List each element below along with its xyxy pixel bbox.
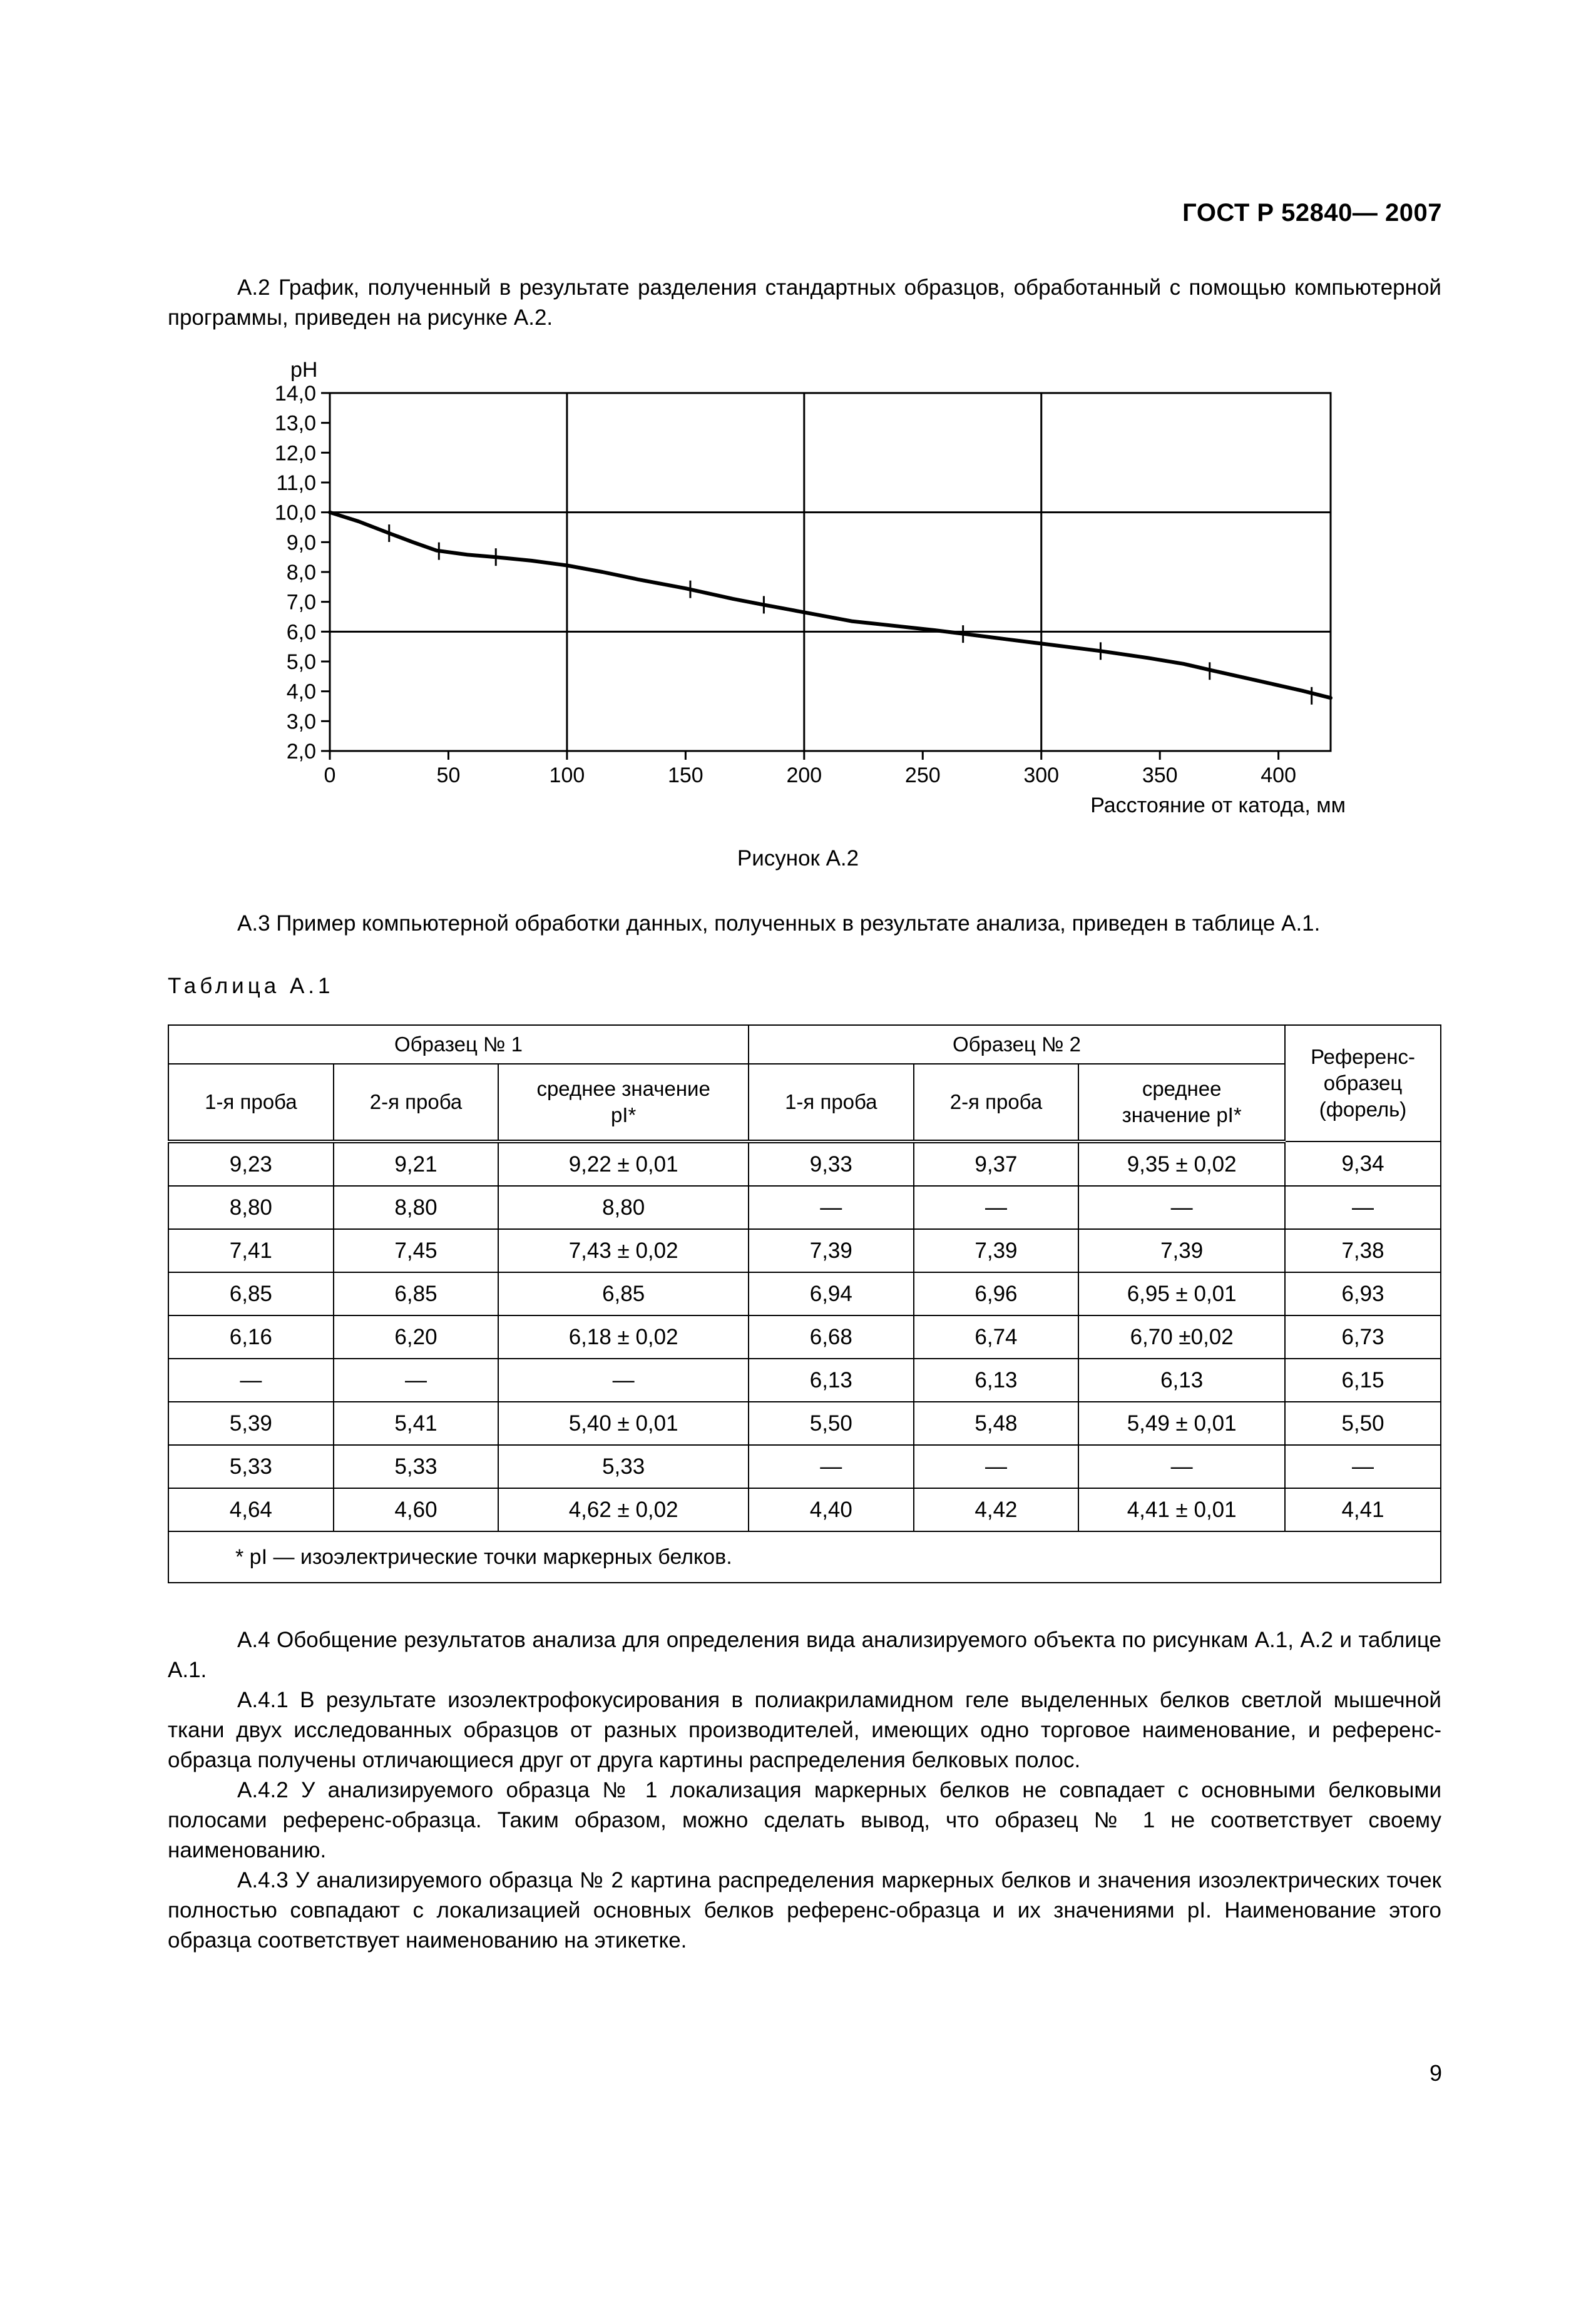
table-cell: 6,18 ± 0,02 bbox=[498, 1315, 749, 1359]
table-row bbox=[168, 1402, 1441, 1445]
x-tick-label: 200 bbox=[786, 763, 822, 787]
table-cell: 5,33 bbox=[168, 1445, 334, 1488]
table-cell: 6,13 bbox=[914, 1359, 1079, 1402]
y-tick-label: 11,0 bbox=[276, 471, 316, 495]
results-table bbox=[168, 1024, 1441, 1583]
x-tick-label: 250 bbox=[904, 763, 941, 787]
table-cell: 6,93 bbox=[1285, 1272, 1441, 1315]
table-cell: 9,23 bbox=[168, 1141, 334, 1186]
y-tick-label: 2,0 bbox=[286, 740, 316, 763]
table-cell: — bbox=[1285, 1445, 1441, 1488]
table-cell: 4,40 bbox=[749, 1488, 914, 1531]
header-s2-probe-2: 2-я проба bbox=[914, 1064, 1079, 1141]
paragraph-a4: А.4 Обобщение результатов анализа для определения вида анализируемого объекта по рисункам А.1, А.2 и таблице А.1. bbox=[168, 1628, 1441, 1682]
table-cell: 7,43 ± 0,02 bbox=[498, 1229, 749, 1272]
table-cell: 9,33 bbox=[749, 1141, 914, 1186]
table-cell: 6,85 bbox=[334, 1272, 499, 1315]
x-tick-label: 0 bbox=[324, 763, 336, 787]
y-tick-label: 12,0 bbox=[274, 441, 316, 466]
table-cell: 6,85 bbox=[498, 1272, 749, 1315]
table-row bbox=[168, 1445, 1441, 1488]
table-row bbox=[168, 1359, 1441, 1402]
table-cell: — bbox=[1078, 1186, 1285, 1229]
table-cell: 5,50 bbox=[1285, 1402, 1441, 1445]
table-cell: 7,45 bbox=[334, 1229, 499, 1272]
y-tick-label: 9,0 bbox=[286, 531, 316, 555]
chart-x-axis-label: Расстояние от катода, мм bbox=[1090, 794, 1346, 817]
plot-frame bbox=[330, 393, 1331, 751]
table-cell: 8,80 bbox=[334, 1186, 499, 1229]
table-cell: 5,50 bbox=[749, 1402, 914, 1445]
table-cell: 6,70 ±0,02 bbox=[1078, 1315, 1285, 1359]
x-tick-label: 300 bbox=[1023, 763, 1060, 787]
x-tick-label: 400 bbox=[1261, 763, 1297, 787]
table-cell: 4,42 bbox=[914, 1488, 1079, 1531]
table-row bbox=[168, 1272, 1441, 1315]
table-cell: 5,40 ± 0,01 bbox=[498, 1402, 749, 1445]
y-tick-label: 7,0 bbox=[286, 590, 316, 615]
table-cell: 7,38 bbox=[1285, 1229, 1441, 1272]
header-s2-mean: среднее значение pI* bbox=[1078, 1064, 1285, 1141]
table-cell: — bbox=[749, 1186, 914, 1229]
table-cell: — bbox=[749, 1445, 914, 1488]
x-tick-label: 100 bbox=[549, 763, 585, 787]
table-footnote: * pI — изоэлектрические точки маркерных белков. bbox=[168, 1531, 1441, 1583]
document-id-header: ГОСТ Р 52840— 2007 bbox=[1182, 199, 1442, 227]
header-s2-probe-1: 1-я проба bbox=[749, 1064, 914, 1141]
table-cell: — bbox=[168, 1359, 334, 1402]
y-tick-label: 6,0 bbox=[286, 620, 316, 645]
table-cell: 4,64 bbox=[168, 1488, 334, 1531]
y-tick-label: 3,0 bbox=[286, 710, 316, 734]
table-cell: — bbox=[914, 1186, 1079, 1229]
table-cell: 7,39 bbox=[749, 1229, 914, 1272]
table-cell: 8,80 bbox=[168, 1186, 334, 1229]
header-sample-2: Образец № 2 bbox=[749, 1025, 1285, 1064]
table-cell: 4,41 bbox=[1285, 1488, 1441, 1531]
table-cell: — bbox=[1078, 1445, 1285, 1488]
table-cell: 4,62 ± 0,02 bbox=[498, 1488, 749, 1531]
y-tick-label: 10,0 bbox=[274, 501, 316, 525]
table-cell: 5,49 ± 0,01 bbox=[1078, 1402, 1285, 1445]
table-cell: 4,60 bbox=[334, 1488, 499, 1531]
ph-gradient-chart bbox=[250, 350, 1377, 826]
table-cell: 6,95 ± 0,01 bbox=[1078, 1272, 1285, 1315]
table-cell: 6,74 bbox=[914, 1315, 1079, 1359]
table-cell: 9,35 ± 0,02 bbox=[1078, 1141, 1285, 1186]
table-cell: — bbox=[914, 1445, 1079, 1488]
paragraph-a3: А.3 Пример компьютерной обработки данных, полученных в результате анализа, приведен в таблице А.1. bbox=[237, 911, 1321, 936]
table-cell: 6,13 bbox=[749, 1359, 914, 1402]
table-cell: 5,41 bbox=[334, 1402, 499, 1445]
table-row bbox=[168, 1488, 1441, 1531]
table-cell: — bbox=[334, 1359, 499, 1402]
table-cell: 5,48 bbox=[914, 1402, 1079, 1445]
table-cell: 7,39 bbox=[914, 1229, 1079, 1272]
table-cell: 6,16 bbox=[168, 1315, 334, 1359]
table-cell: 6,15 bbox=[1285, 1359, 1441, 1402]
y-tick-label: 5,0 bbox=[286, 650, 316, 674]
table-row bbox=[168, 1315, 1441, 1359]
table-cell: 6,94 bbox=[749, 1272, 914, 1315]
paragraph-a4-3: А.4.3 У анализируемого образца № 2 картина распределения маркерных белков и значения изоэлектрических точек полностью совпадают с локализацией основных белков референс-образца и их значениями pI. Наименование этого образца соответствует наименованию на этикетке. bbox=[168, 1868, 1441, 1953]
y-tick-label: 13,0 bbox=[274, 411, 316, 436]
header-reference-sample: Референс-образец (форель) bbox=[1285, 1025, 1441, 1141]
paragraph-a4-2: А.4.2 У анализируемого образца № 1 локализация маркерных белков не совпадает с основными белковыми полосами референс-образца. Таким образом, можно сделать вывод, что образец № 1 не соответствует своему наименованию. bbox=[168, 1778, 1441, 1862]
figure-caption: Рисунок А.2 bbox=[737, 846, 859, 871]
paragraph-a2: А.2 График, полученный в результате разделения стандартных образцов, обработанный с помощью компьютерной программы, приведен на рисунке А.2. bbox=[168, 275, 1441, 330]
table-title: Таблица А.1 bbox=[168, 974, 334, 998]
table-cell: 6,20 bbox=[334, 1315, 499, 1359]
table-cell: 7,41 bbox=[168, 1229, 334, 1272]
table-cell: 9,21 bbox=[334, 1141, 499, 1186]
table-row bbox=[168, 1229, 1441, 1272]
table-cell: 7,39 bbox=[1078, 1229, 1285, 1272]
table-cell: 4,41 ± 0,01 bbox=[1078, 1488, 1285, 1531]
table-cell: 5,33 bbox=[334, 1445, 499, 1488]
x-tick-label: 50 bbox=[436, 763, 461, 787]
table-cell: 5,39 bbox=[168, 1402, 334, 1445]
table-cell: 9,37 bbox=[914, 1141, 1079, 1186]
paragraph-a4-1: А.4.1 В результате изоэлектрофокусирования в полиакриламидном геле выделенных белков светлой мышечной ткани двух исследованных образцов от разных производителей, имеющих одно торговое наименование, и референс-образца получены отличающиеся друг от друга картины распределения белковых полос. bbox=[168, 1688, 1441, 1772]
table-row bbox=[168, 1186, 1441, 1229]
y-tick-label: 8,0 bbox=[286, 561, 316, 585]
header-sample-1: Образец № 1 bbox=[168, 1025, 749, 1064]
chart-y-axis-label: pH bbox=[290, 358, 318, 382]
section-a4 bbox=[168, 1625, 1441, 1956]
header-s1-probe-1: 1-я проба bbox=[168, 1064, 334, 1141]
x-tick-label: 350 bbox=[1142, 763, 1178, 787]
ph-curve bbox=[330, 513, 1331, 698]
header-s1-probe-2: 2-я проба bbox=[334, 1064, 499, 1141]
table-cell: 9,34 bbox=[1285, 1141, 1441, 1186]
table-cell: 6,73 bbox=[1285, 1315, 1441, 1359]
table-cell: 5,33 bbox=[498, 1445, 749, 1488]
table-body bbox=[168, 1141, 1441, 1531]
table-cell: — bbox=[1285, 1186, 1441, 1229]
table-cell: — bbox=[498, 1359, 749, 1402]
x-tick-label: 150 bbox=[667, 763, 703, 787]
page-number: 9 bbox=[1429, 2060, 1442, 2086]
y-tick-label: 4,0 bbox=[286, 680, 316, 704]
y-tick-label: 14,0 bbox=[274, 382, 316, 406]
table-cell: 8,80 bbox=[498, 1186, 749, 1229]
table-cell: 6,68 bbox=[749, 1315, 914, 1359]
table-cell: 9,22 ± 0,01 bbox=[498, 1141, 749, 1186]
header-s1-mean: среднее значение pI* bbox=[498, 1064, 749, 1141]
table-row bbox=[168, 1141, 1441, 1186]
table-cell: 6,85 bbox=[168, 1272, 334, 1315]
table-cell: 6,96 bbox=[914, 1272, 1079, 1315]
table-cell: 6,13 bbox=[1078, 1359, 1285, 1402]
